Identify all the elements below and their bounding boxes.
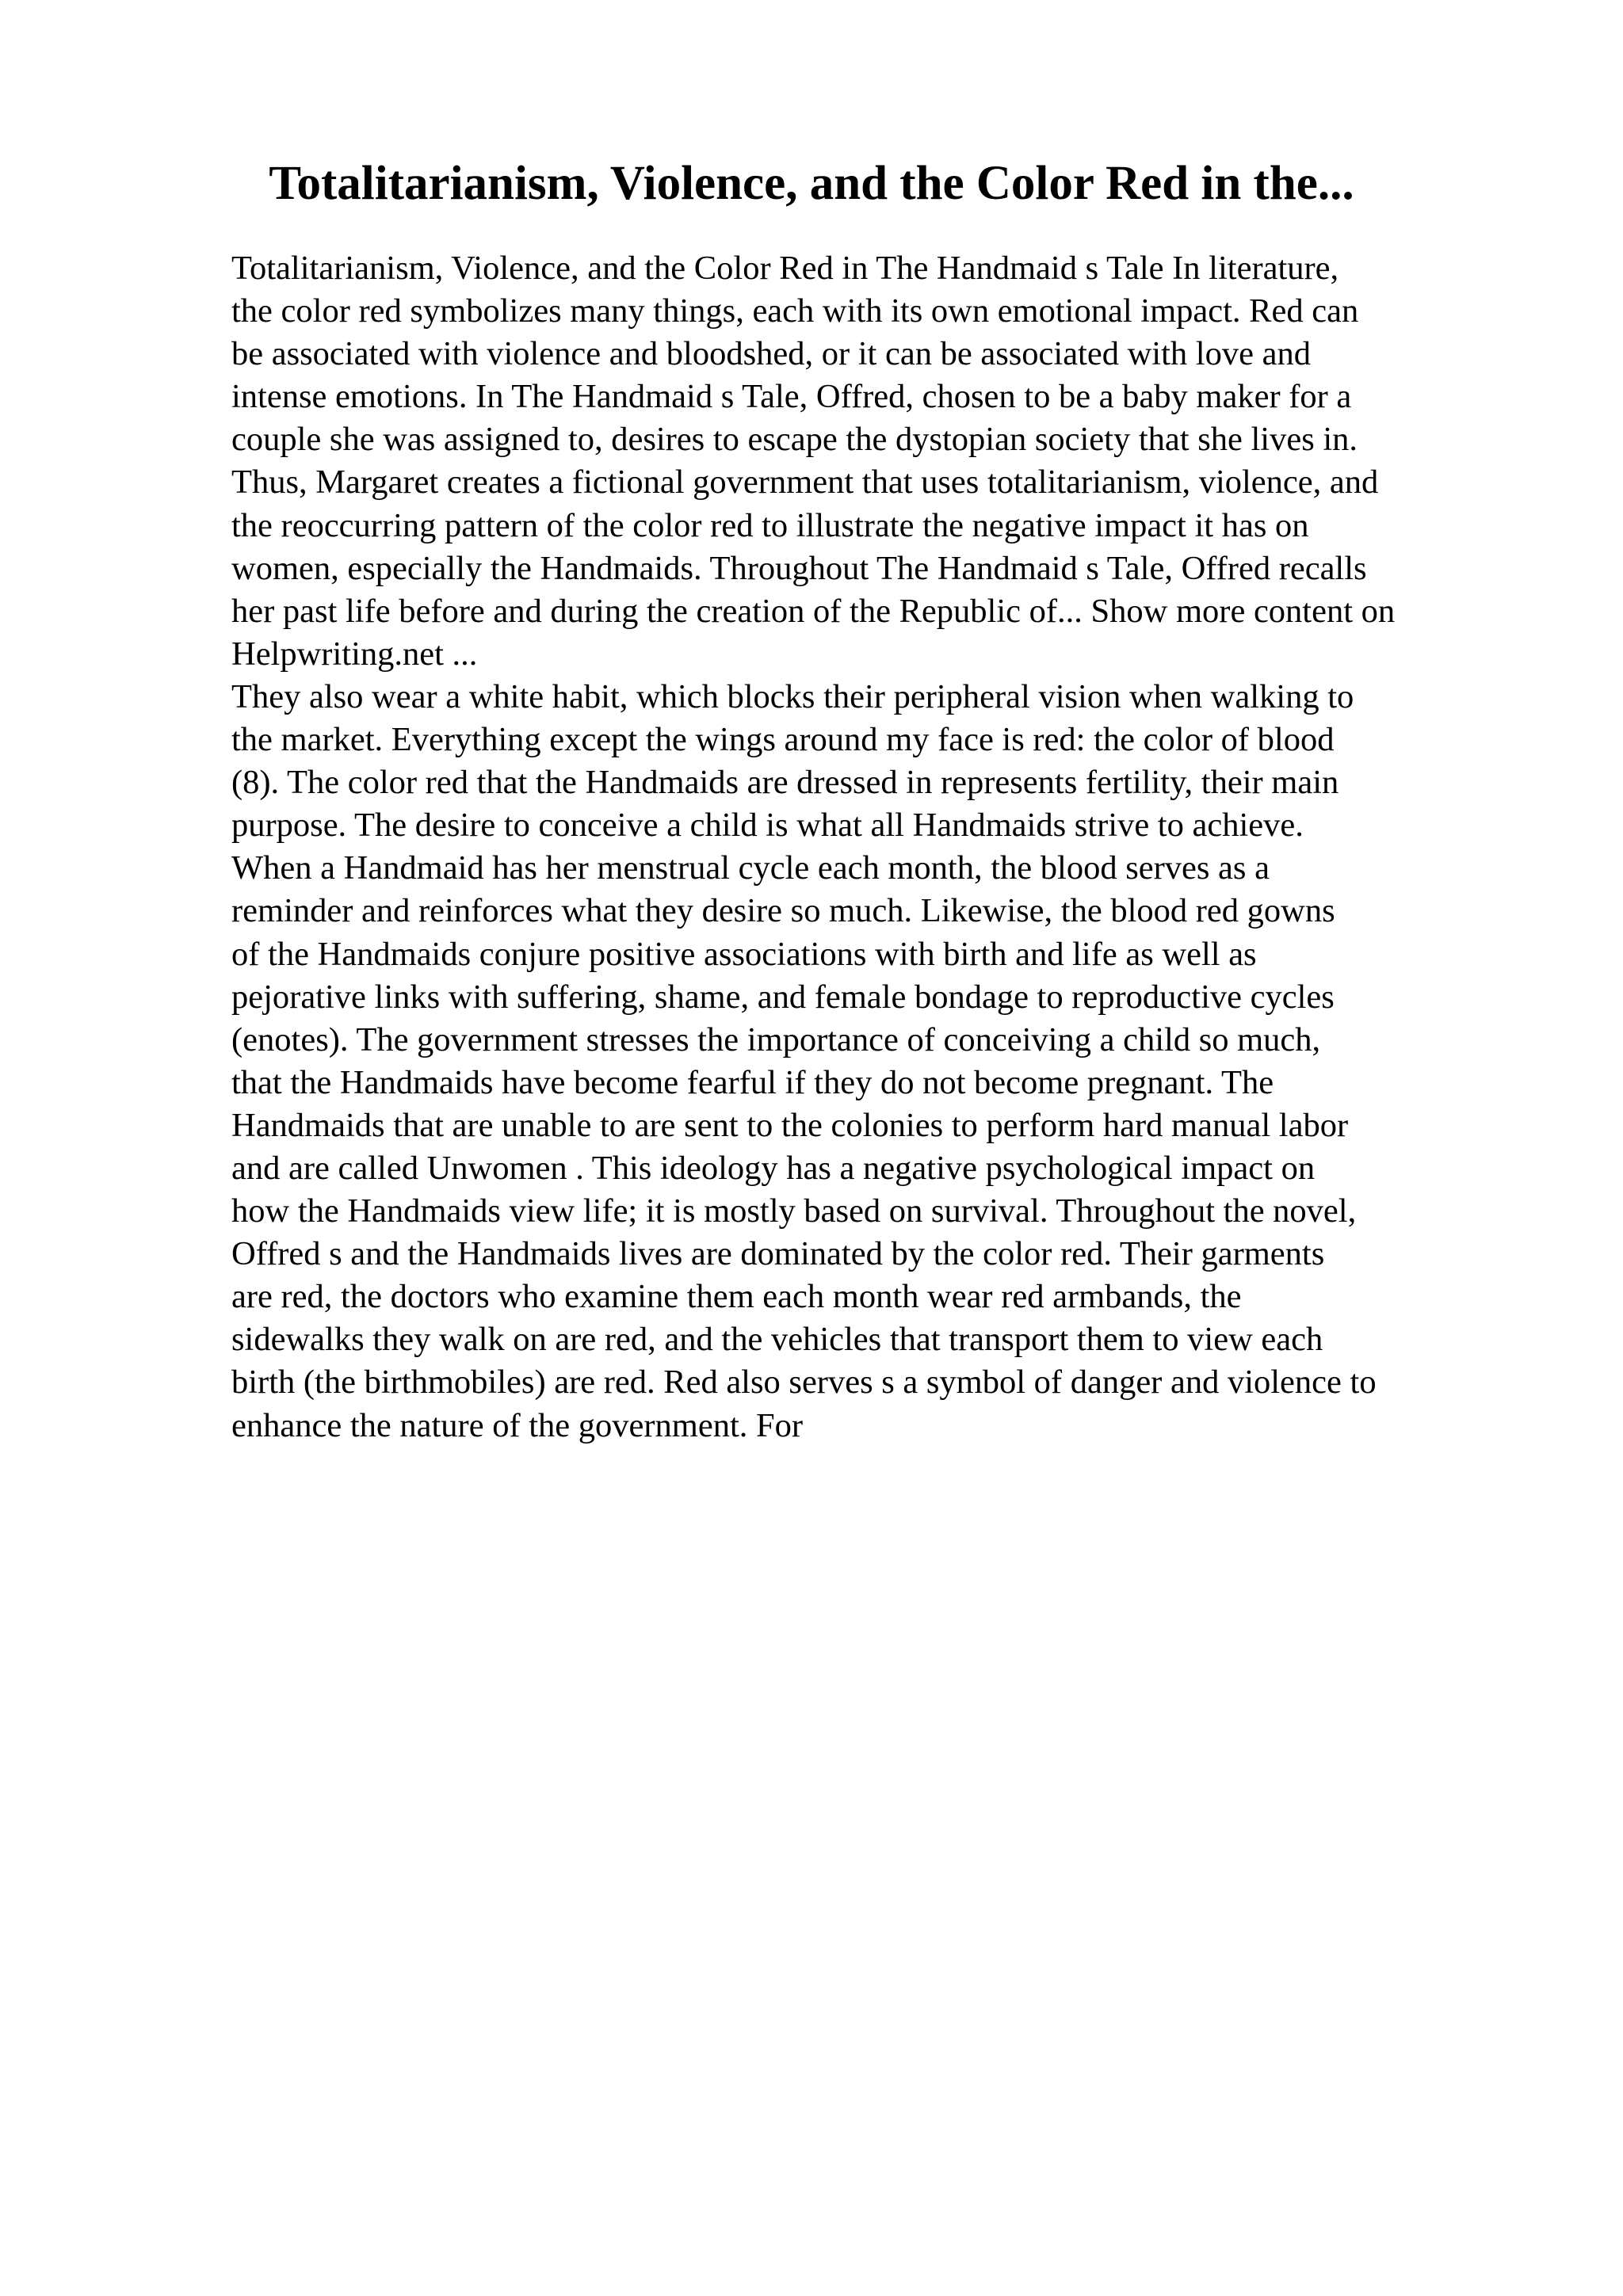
body-line: Handmaids that are unable to are sent to the colonies to perform hard manual labor [231,1106,1349,1144]
body-line: Totalitarianism, Violence, and the Color Red in The Handmaid s Tale In literature, [231,250,1339,287]
body-line: be associated with violence and bloodshed, or it can be associated with love and [231,335,1311,373]
body-line: and are called Unwomen . This ideology has a negative psychological impact on [231,1149,1316,1187]
body-line: intense emotions. In The Handmaid s Tale, Offred, chosen to be a baby maker for a [231,378,1352,416]
body-line: the market. Everything except the wings around my face is red: the color of blood [231,721,1335,759]
body-line: Offred s and the Handmaids lives are dominated by the color red. Their garments [231,1235,1325,1273]
body-line: Helpwriting.net ... [231,635,478,673]
body-line: enhance the nature of the government. For [231,1406,804,1444]
body-line: They also wear a white habit, which blocks their peripheral vision when walking to [231,677,1354,715]
body-line: When a Handmaid has her menstrual cycle each month, the blood serves as a [231,849,1270,887]
document-body [231,247,1594,1447]
body-line: the reoccurring pattern of the color red to illustrate the negative impact it has on [231,506,1309,544]
body-line: women, especially the Handmaids. Throughout The Handmaid s Tale, Offred recalls [231,549,1367,587]
document-title: Totalitarianism, Violence, and the Color Red in the... [269,157,1354,210]
body-line: that the Handmaids have become fearful if they do not become pregnant. The [231,1063,1274,1101]
body-line: purpose. The desire to conceive a child is what all Handmaids strive to achieve. [231,807,1304,845]
body-line: birth (the birthmobiles) are red. Red also serves s a symbol of danger and violence to [231,1363,1377,1402]
body-line: (8). The color red that the Handmaids are dressed in represents fertility, their main [231,764,1339,802]
body-line: (enotes). The government stresses the importance of conceiving a child so much, [231,1020,1321,1058]
body-line: her past life before and during the creation of the Republic of... Show more content on [231,592,1396,630]
body-line: couple she was assigned to, desires to escape the dystopian society that she lives in. [231,421,1358,459]
body-line: reminder and reinforces what they desire so much. Likewise, the blood red gowns [231,892,1335,930]
body-line: sidewalks they walk on are red, and the vehicles that transport them to view each [231,1321,1323,1359]
body-line: pejorative links with suffering, shame, and female bondage to reproductive cycles [231,978,1335,1016]
body-line: are red, the doctors who examine them each month wear red armbands, the [231,1278,1242,1316]
body-line: the color red symbolizes many things, each with its own emotional impact. Red can [231,292,1359,330]
body-line: of the Handmaids conjure positive associations with birth and life as well as [231,935,1257,973]
body-line: Thus, Margaret creates a fictional government that uses totalitarianism, violence, and [231,463,1379,502]
body-line: how the Handmaids view life; it is mostly based on survival. Throughout the novel, [231,1192,1357,1230]
